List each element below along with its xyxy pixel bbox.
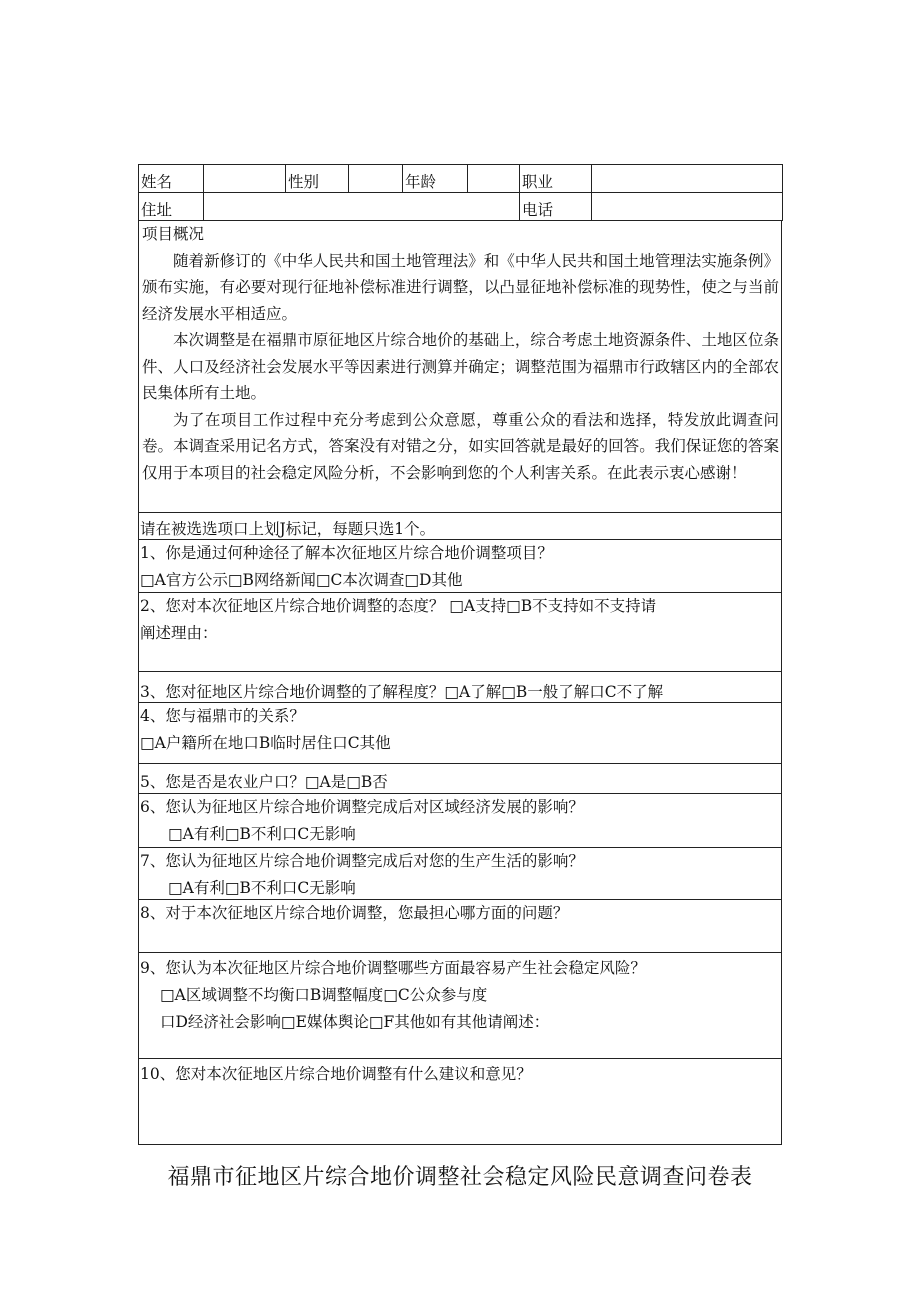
instruction-text: 请在被选选项口上划J标记，每题只选1个。 xyxy=(140,520,436,538)
question-5-text[interactable]: 5、您是否是农业户口？□A是□B否 xyxy=(140,773,388,791)
question-10-text: 10、您对本次征地区片综合地价调整有什么建议和意见？ xyxy=(140,1065,532,1083)
question-9-options-1[interactable]: □A区域调整不均衡口B调整幅度□C公众参与度 xyxy=(160,986,488,1004)
question-2 xyxy=(138,593,782,672)
question-2-text[interactable]: 2、您对本次征地区片综合地价调整的态度？ □A支持□B不支持如不支持请 xyxy=(140,597,657,615)
overview-title: 项目概况 xyxy=(142,225,205,243)
question-6-options[interactable]: □A有利□B不利口C无影响 xyxy=(168,825,356,843)
question-2-reason-label: 阐述理由： xyxy=(140,624,218,642)
gender-label: 性别 xyxy=(286,165,349,193)
project-overview xyxy=(138,221,782,513)
overview-paragraph-3: 为了在项目工作过程中充分考虑到公众意愿，尊重公众的看法和选择，特发放此调查问卷。本调查采用记名方式，答案没有对错之分，如实回答就是最好的回答。我们保证您的答案仅用于本项目的社会稳定风险分析，不会影响到您的个人利害关系。在此表示衷心感谢！ xyxy=(142,410,779,482)
question-7 xyxy=(138,848,782,900)
question-7-text: 7、您认为征地区片综合地价调整完成后对您的生产生活的影响？ xyxy=(140,852,584,870)
question-9-text: 9、您认为本次征地区片综合地价调整哪些方面最容易产生社会稳定风险？ xyxy=(140,959,646,977)
question-3 xyxy=(138,672,782,703)
question-6 xyxy=(138,794,782,848)
overview-paragraph-1: 随着新修订的《中华人民共和国土地管理法》和《中华人民共和国土地管理法实施条例》颁布实施，有必要对现行征地补偿标准进行调整，以凸显征地补偿标准的现势性，使之与当前经济发展水平相适应。 xyxy=(142,251,779,323)
personal-info-table xyxy=(138,164,783,221)
question-8 xyxy=(138,900,782,953)
question-4-text: 4、您与福鼎市的关系？ xyxy=(140,707,305,725)
document-title: 福鼎市征地区片综合地价调整社会稳定风险民意调查问卷表 xyxy=(167,1165,753,1190)
age-label: 年龄 xyxy=(403,165,468,193)
phone-field[interactable] xyxy=(592,193,783,221)
question-3-text[interactable]: 3、您对征地区片综合地价调整的了解程度？□A了解□B一般了解口C不了解 xyxy=(140,683,664,701)
name-label: 姓名 xyxy=(139,165,204,193)
question-8-text: 8、对于本次征地区片综合地价调整，您最担心哪方面的问题？ xyxy=(140,904,569,922)
question-5 xyxy=(138,764,782,794)
question-7-options[interactable]: □A有利□B不利口C无影响 xyxy=(168,879,356,897)
question-1-options[interactable]: □A官方公示□B网络新闻□C本次调查□D其他 xyxy=(140,571,463,589)
job-field[interactable] xyxy=(592,165,783,193)
question-9 xyxy=(138,953,782,1059)
job-label: 职业 xyxy=(520,165,592,193)
address-label: 住址 xyxy=(139,193,204,221)
address-field[interactable] xyxy=(204,193,520,221)
survey-form xyxy=(138,164,782,1145)
question-9-options-2[interactable]: 口D经济社会影响□E媒体舆论□F其他如有其他请阐述： xyxy=(160,1013,550,1031)
age-field[interactable] xyxy=(468,165,520,193)
question-10 xyxy=(138,1059,782,1145)
question-4 xyxy=(138,703,782,764)
instruction-row xyxy=(138,513,782,540)
question-6-text: 6、您认为征地区片综合地价调整完成后对区域经济发展的影响？ xyxy=(140,798,584,816)
overview-paragraph-2: 本次调整是在福鼎市原征地区片综合地价的基础上，综合考虑土地资源条件、土地区位条件、人口及经济社会发展水平等因素进行测算并确定；调整范围为福鼎市行政辖区内的全部农民集体所有土地。 xyxy=(142,331,779,402)
question-4-options[interactable]: □A户籍所在地口B临时居住口C其他 xyxy=(140,734,391,752)
question-1 xyxy=(138,540,782,593)
name-field[interactable] xyxy=(204,165,286,193)
gender-field[interactable] xyxy=(349,165,403,193)
phone-label: 电话 xyxy=(520,193,592,221)
question-1-text: 1、你是通过何种途径了解本次征地区片综合地价调整项目？ xyxy=(140,544,553,562)
